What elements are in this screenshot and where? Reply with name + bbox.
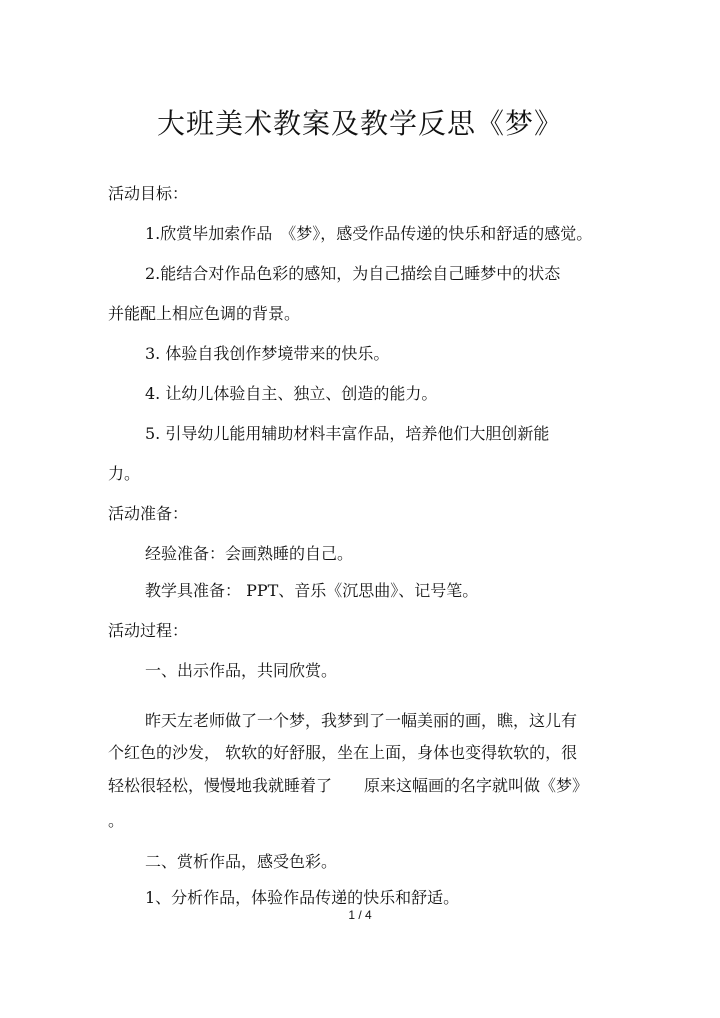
process-step-2-item-1: 1、分析作品，体验作品传递的快乐和舒适。 xyxy=(145,888,460,907)
goal-item-2-continued: 并能配上相应色调的背景。 xyxy=(108,304,301,323)
process-step-2: 二、赏析作品，感受色彩。 xyxy=(145,852,338,871)
process-step-1: 一、出示作品，共同欣赏。 xyxy=(145,661,338,680)
paragraph-line-4: 。 xyxy=(108,811,125,830)
preparation-experience: 经验准备：会画熟睡的自己。 xyxy=(145,544,354,563)
paragraph-line-2: 个红色的沙发， 软软的好舒服，坐在上面，身体也变得软软的，很 xyxy=(108,743,578,762)
goal-item-2: 2.能结合对作品色彩的感知，为自己描绘自己睡梦中的状态 xyxy=(145,264,561,283)
goal-item-5: 5. 引导幼儿能用辅助材料丰富作品，培养他们大胆创新能 xyxy=(145,424,550,443)
paragraph-line-1: 昨天左老师做了一个梦，我梦到了一幅美丽的画，瞧，这儿有 xyxy=(145,711,578,730)
goal-item-1: 1.欣赏毕加索作品 《梦》，感受作品传递的快乐和舒适的感觉。 xyxy=(145,224,593,243)
goal-item-4: 4. 让幼儿体验自主、独立、创造的能力。 xyxy=(145,384,438,403)
goal-item-3: 3. 体验自我创作梦境带来的快乐。 xyxy=(145,344,390,363)
preparation-materials: 教学具准备： PPT、音乐《沉思曲》、记号笔。 xyxy=(145,581,479,600)
document-title: 大班美术教案及教学反思《梦》 xyxy=(156,107,563,140)
paragraph-line-3: 轻松很轻松，慢慢地我就睡着了 原来这幅画的名字就叫做《梦》 xyxy=(108,776,589,795)
goal-item-5-continued: 力。 xyxy=(108,464,141,483)
heading-activity-process: 活动过程： xyxy=(108,621,189,640)
page-number: 1 / 4 xyxy=(348,908,372,922)
heading-activity-preparation: 活动准备： xyxy=(108,504,189,523)
heading-activity-goals: 活动目标： xyxy=(108,184,189,203)
